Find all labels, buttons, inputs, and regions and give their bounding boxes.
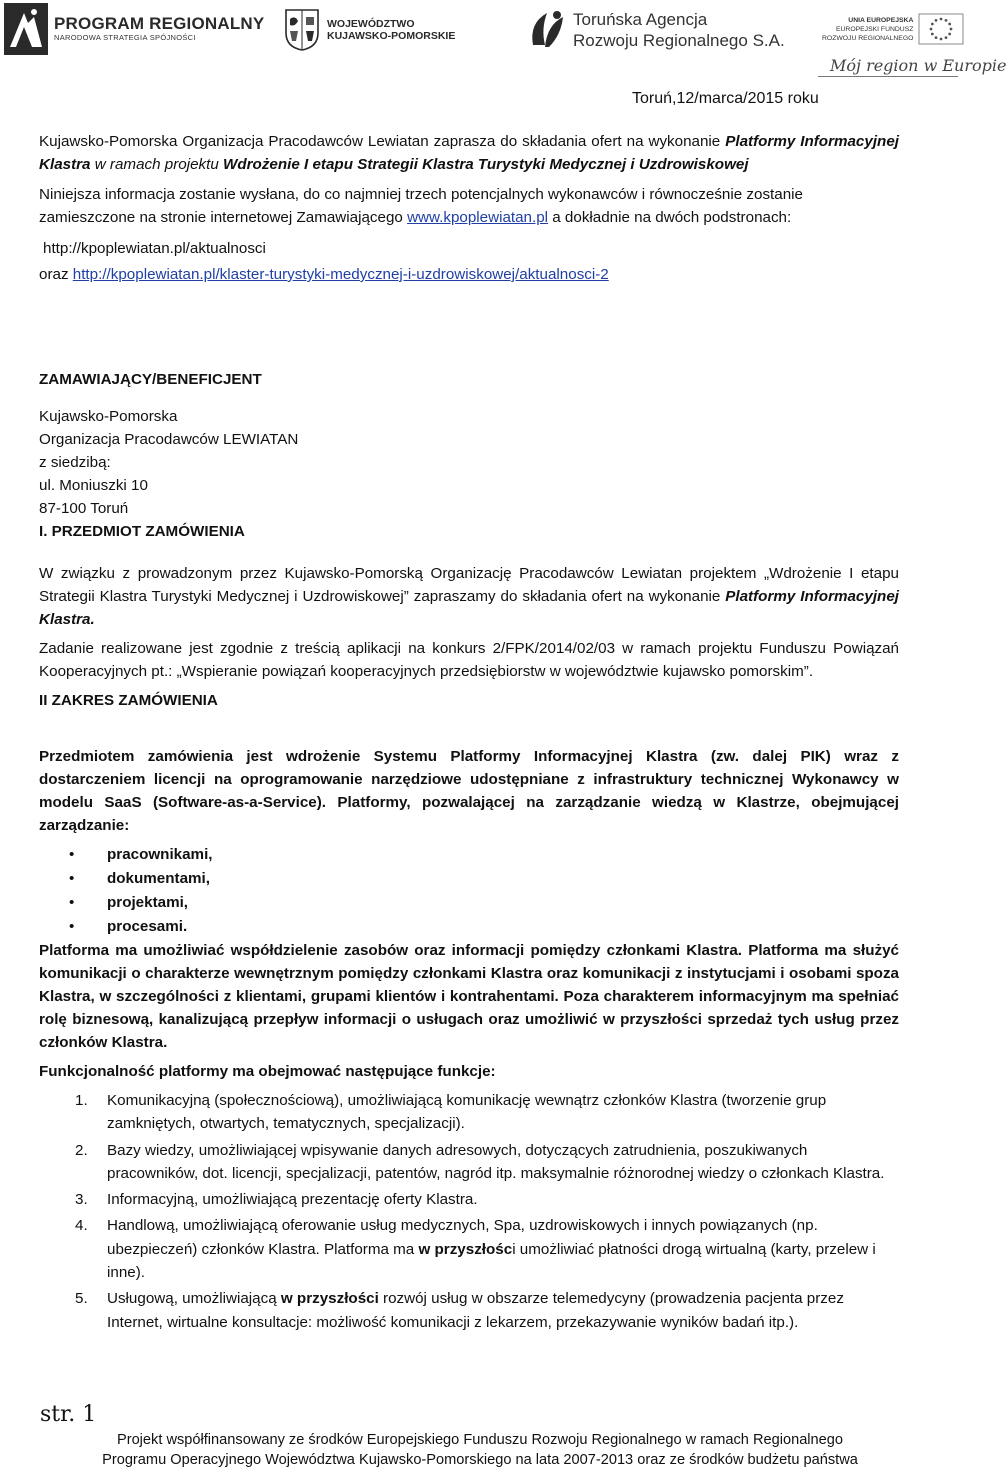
section2-paragraph-3: Funkcjonalność platformy ma obejmować następujące funkcje: (39, 1063, 496, 1080)
tarr-logo (527, 8, 785, 52)
intro-paragraph-2 (39, 183, 899, 229)
address-line: 87-100 Toruń (39, 500, 129, 517)
eu-star-icon (940, 18, 943, 21)
list-text: rozwój usług w obszarze telemedycyny (prowadzenia pacjenta przez Internet, wirtualne konsultacje: możliwość komunikacji z lekarzem, przekazywanie wyników badań itp.). (107, 1290, 844, 1331)
eu-star-icon (935, 36, 938, 39)
intro-text: a dokładnie na dwóch podstronach: (548, 209, 792, 226)
coat-of-arms-icon (285, 9, 319, 51)
leaf-emblem-icon (527, 9, 567, 51)
eu-fund-line2: ROZWOJU REGIONALNEGO (822, 34, 914, 42)
functions-list (39, 1089, 899, 1334)
footer-line-1: Projekt współfinansowany ze środków Europejskiego Funduszu Rozwoju Regionalnego w ramach Regionalnego (116, 1432, 844, 1448)
program-regionalny-emblem-icon (4, 3, 48, 55)
list-item (39, 1089, 899, 1136)
list-item: • dokumentami, (39, 867, 899, 891)
eu-flag-icon (919, 14, 963, 44)
address-line: Kujawsko-Pomorska (39, 408, 178, 425)
intro-section (39, 130, 899, 286)
slogan: Mój region w Europie (830, 56, 1006, 75)
section1-paragraph-1 (39, 562, 899, 631)
eu-star-icon (950, 28, 953, 31)
section2 (39, 745, 899, 1334)
eu-star-icon (945, 36, 948, 39)
list-text: Informacyjną, umożliwiającą prezentację oferty Klastra. (107, 1191, 478, 1209)
zamawiajacy-heading: ZAMAWIAJĄCY/BENEFICJENT (39, 371, 262, 388)
section2-paragraph-2: Platforma ma umożliwiać współdzielenie zasobów oraz informacji pomiędzy członkami Klastra. Platforma ma służyć komunikacji o charakterze wewnętrznym pomiędzy członkami Klastra oraz komunikacji z instytucjami i osobami spoza Klastra, w szczególności z klientami, grupami klientów i kontrahentami. Poza charakterem informacyjnym ma spełniać rolę biznesową, kanalizującą przepływ informacji o usługach oraz umożliwić w przyszłości sprzedaż tych usług przez członków Klastra. (39, 942, 899, 1051)
address-line: Organizacja Pracodawców LEWIATAN (39, 431, 299, 448)
url-prefix: oraz (39, 266, 73, 283)
eu-star-icon (949, 33, 952, 36)
eu-star-icon (940, 38, 943, 41)
program-regionalny-logo (4, 2, 264, 56)
wojewodztwo-title: WOJEWÓDZTWO (327, 18, 415, 30)
zamawiajacy-section (39, 368, 899, 543)
url-aktualnosci-link[interactable]: http://kpoplewiatan.pl/aktualnosci (43, 240, 266, 257)
section1-heading: I. PRZEDMIOT ZAMÓWIENIA (39, 523, 245, 540)
program-regionalny-title: PROGRAM REGIONALNY (54, 14, 265, 33)
section1-text: W związku z prowadzonym przez Kujawsko-Pomorską Organizację Pracodawców Lewiatan projektem „Wdrożenie I etapu Strategii Klastra Turystyki Medycznej i Uzdrowiskowej” zapraszamy do składania ofert na wykonanie (39, 565, 899, 605)
management-list (39, 843, 899, 939)
program-regionalny-subtitle: NARODOWA STRATEGIA SPÓJNOŚCI (54, 33, 196, 42)
list-number: 5. (75, 1290, 88, 1308)
platform-name: Platformy Informacyjnej Klastra (39, 133, 899, 173)
project-name: Wdrożenie I etapu Strategii Klastra Turystyki Medycznej i Uzdrowiskowej (223, 156, 749, 173)
address-block (39, 405, 899, 520)
section2-paragraph-1: Przedmiotem zamówienia jest wdrożenie Systemu Platformy Informacyjnej Klastra (zw. dalej PIK) wraz z dostarczeniem licencji na oprogramowanie narzędziowe udostępniane z infrastruktury technicznej Wykonawcy w modelu SaaS (Software-as-a-Service). Platformy, pozwalającej na zarządzanie wiedzą w Klastrze, obejmującej zarządzanie: (39, 748, 899, 834)
page-number: str. 1 (40, 1402, 97, 1427)
wojewodztwo-logo (285, 8, 455, 52)
list-number: 1. (75, 1092, 88, 1109)
list-text: Bazy wiedzy, umożliwiającej wpisywanie danych adresowych, dotyczących zatrudnienia, poszukiwanych pracowników, dot. licencji, specjalizacji, patentów, nagród itp. maksymalnie różnorodnej wiedzy o członkach Klastra. (107, 1141, 885, 1182)
list-text: Handlową, umożliwiającą oferowanie usług medycznych, Spa, uzdrowiskowych i innych powiązanych (np. ubezpieczeń) członków Klastra. Platforma ma (107, 1217, 818, 1258)
eu-star-icon (931, 33, 934, 36)
list-text: Usługową, umożliwiającą (107, 1290, 281, 1308)
eu-star-icon (945, 19, 948, 22)
list-number: 3. (75, 1191, 88, 1209)
list-number: 4. (75, 1217, 88, 1235)
platform-name: Platformy Informacyjnej Klastra. (39, 588, 899, 628)
eu-star-icon (931, 23, 934, 26)
list-item (39, 1188, 899, 1211)
intro-text: w ramach projektu (90, 156, 224, 173)
section1 (39, 562, 899, 712)
website-link[interactable]: www.kpoplewiatan.pl (407, 209, 549, 226)
list-item: • procesami. (39, 915, 899, 939)
intro-text: Kujawsko-Pomorska Organizacja Pracodawców Lewiatan zaprasza do składania ofert na wykonanie (39, 133, 726, 150)
intro-text: Niniejsza informacja zostanie wysłana, do co najmniej trzech potencjalnych wykonawców i równocześnie zostanie zamieszczone na stronie internetowej Zamawiającego (39, 186, 803, 226)
tarr-title: Toruńska Agencja (573, 10, 708, 29)
eu-star-icon (949, 23, 952, 26)
url-klaster-link[interactable]: http://kpoplewiatan.pl/klaster-turystyki-medycznej-i-uzdrowiskowej/aktualnosci-2 (72, 266, 609, 283)
address-line: ul. Moniuszki 10 (39, 477, 148, 494)
document-date: Toruń,12/marca/2015 roku (632, 90, 819, 107)
list-number: 2. (75, 1141, 88, 1159)
eu-logo (822, 14, 963, 44)
eu-star-icon (930, 28, 933, 31)
eu-star-icon (935, 19, 938, 22)
footer-line-2: Programu Operacyjnego Województwa Kujawsko-Pomorskiego na lata 2007-2013 oraz ze środków budżetu państwa (102, 1452, 858, 1468)
url-aktualnosci (39, 237, 899, 260)
eu-fund-line1: EUROPEJSKI FUNDUSZ (835, 25, 914, 33)
tarr-subtitle: Rozwoju Regionalnego S.A. (573, 31, 785, 50)
list-text-emphasis: w przyszłości (280, 1290, 379, 1308)
intro-paragraph-1 (39, 130, 899, 176)
wojewodztwo-subtitle: KUJAWSKO-POMORSKIE (327, 30, 456, 42)
list-item: • pracownikami, (39, 843, 899, 867)
list-text: i umożliwiać płatności drogą wirtualną (karty, przelew i inne). (107, 1240, 876, 1282)
list-item (39, 1287, 899, 1334)
list-text-emphasis: w przyszłośc (418, 1240, 513, 1258)
eu-title: UNIA EUROPEJSKA (848, 16, 914, 24)
section2-heading: II ZAKRES ZAMÓWIENIA (39, 692, 218, 709)
list-text: Komunikacyjną (społecznościową), umożliwiającą komunikację wewnątrz członków Klastra (tworzenie grup zamkniętych, otwartych, tematycznych, specjalizacji). (107, 1092, 827, 1133)
slogan-underline (818, 76, 958, 77)
list-item: • projektami, (39, 891, 899, 915)
section1-paragraph-2: Zadanie realizowane jest zgodnie z treścią aplikacji na konkurs 2/FPK/2014/02/03 w ramach projektu Funduszu Powiązań Kooperacyjnych pt.: „Wspieranie powiązań kooperacyjnych przedsiębiorstw w województwie kujawsko pomorskim”. (39, 640, 899, 680)
address-line: z siedzibą: (39, 454, 111, 471)
url-klaster-line (39, 263, 899, 286)
list-item (39, 1214, 899, 1284)
list-item (39, 1139, 899, 1186)
